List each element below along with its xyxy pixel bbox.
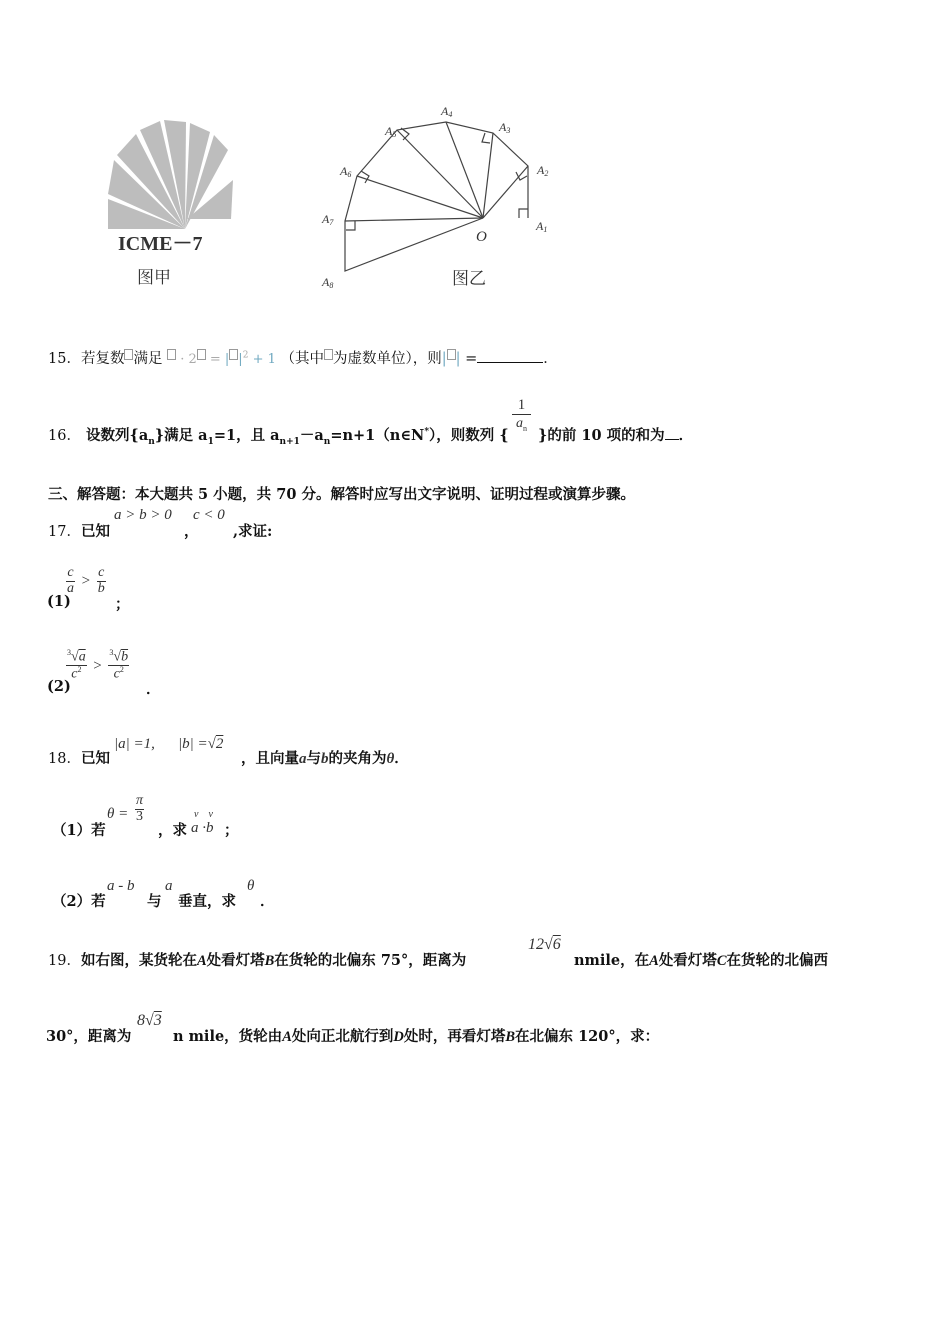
question-16: 16． 设数列$\{a_n\}$满足 $a_1=1$，且 $a_{n+1}-a_n=n+1(n\in N^*)$，则数列 {: [48, 427, 509, 447]
ray-oa2: [483, 166, 528, 218]
ray-oa7: [345, 218, 483, 221]
spiral-outline: [345, 122, 528, 271]
point-a1-label: A1: [536, 219, 548, 234]
ray-oa4: [446, 122, 483, 218]
q17-part2-inequality: $\frac{^3√a}{c^2}$ > $\frac{^3√b}{c^2}$: [67, 648, 129, 682]
right-angle-mark: [346, 221, 355, 230]
q15-modulus: | |: [441, 351, 461, 367]
q16-fraction: $\frac{1}{a_n}$: [512, 398, 531, 433]
q17-part-1: (1): [47, 593, 71, 610]
ray-oa3: [483, 133, 493, 218]
point-a3-label: A3: [499, 120, 511, 135]
q19-distance-1: 12√6: [528, 936, 561, 953]
q15-number: 15．: [48, 351, 81, 367]
q18-condition-b: |b| =√2: [178, 736, 224, 752]
point-a4-label: A4: [441, 104, 453, 119]
ray-oa6: [357, 176, 483, 218]
q16-number: 16．: [48, 428, 81, 444]
icme-logo-text: ICME－7: [118, 233, 203, 255]
ray-oa5: [397, 130, 483, 218]
q17-condition-1: a > b > 0: [114, 507, 172, 523]
q17-condition-2: c < 0: [193, 507, 225, 523]
point-a5-label: A5: [385, 124, 397, 139]
missing-symbol-box: [324, 349, 333, 360]
right-angle-mark: [482, 133, 490, 143]
right-angle-mark: [361, 171, 369, 183]
point-a8-label: A8: [322, 275, 334, 290]
q18-part-2: （2）若: [52, 893, 106, 910]
figure-yi-caption: 图乙: [452, 269, 486, 289]
section-3-heading: 三、解答题：本大题共 5 小题，共 70 分。解答时应写出文字说明、证明过程或演算步骤。: [48, 486, 635, 503]
q15-formula: · 2 = | $|^2 + 1$: [167, 352, 276, 367]
point-a7-label: A7: [322, 212, 334, 227]
q18-condition-a: |a| =1,: [114, 736, 155, 752]
question-15: 15．若复数 满足 · 2 = | $|^2 + 1$ （其中 为虚数单位），则| | = ．: [48, 347, 558, 368]
question-19-line-2: 30°，距离为: [46, 1028, 132, 1045]
answer-blank[interactable]: [477, 348, 543, 363]
q18-part-1: （1）若: [52, 822, 106, 839]
q17-part-2: (2): [47, 678, 71, 695]
q16-tail: }的前 10 项的和为 ．: [538, 427, 694, 444]
q19-distance-2: 8√3: [137, 1012, 162, 1029]
question-18: 18．已知: [48, 750, 110, 767]
q18-dot-product: v v a ·b: [191, 809, 214, 836]
right-angle-mark: [519, 209, 528, 218]
answer-blank[interactable]: [665, 425, 679, 440]
point-a2-label: A2: [537, 163, 549, 178]
point-a6-label: A6: [340, 164, 352, 179]
spiral-figure: [318, 100, 568, 295]
q17-part1-inequality: $\frac{c}{a}$ > $\frac{c}{b}$: [67, 565, 105, 596]
figure-jia-caption: 图甲: [137, 268, 171, 288]
question-19-line-1: 19．如右图，某货轮在A处看灯塔B在货轮的北偏东 75°，距离为: [48, 952, 467, 969]
question-17: 17．已知: [48, 523, 110, 540]
right-angle-mark: [401, 128, 409, 140]
point-o-label: O: [476, 229, 487, 245]
